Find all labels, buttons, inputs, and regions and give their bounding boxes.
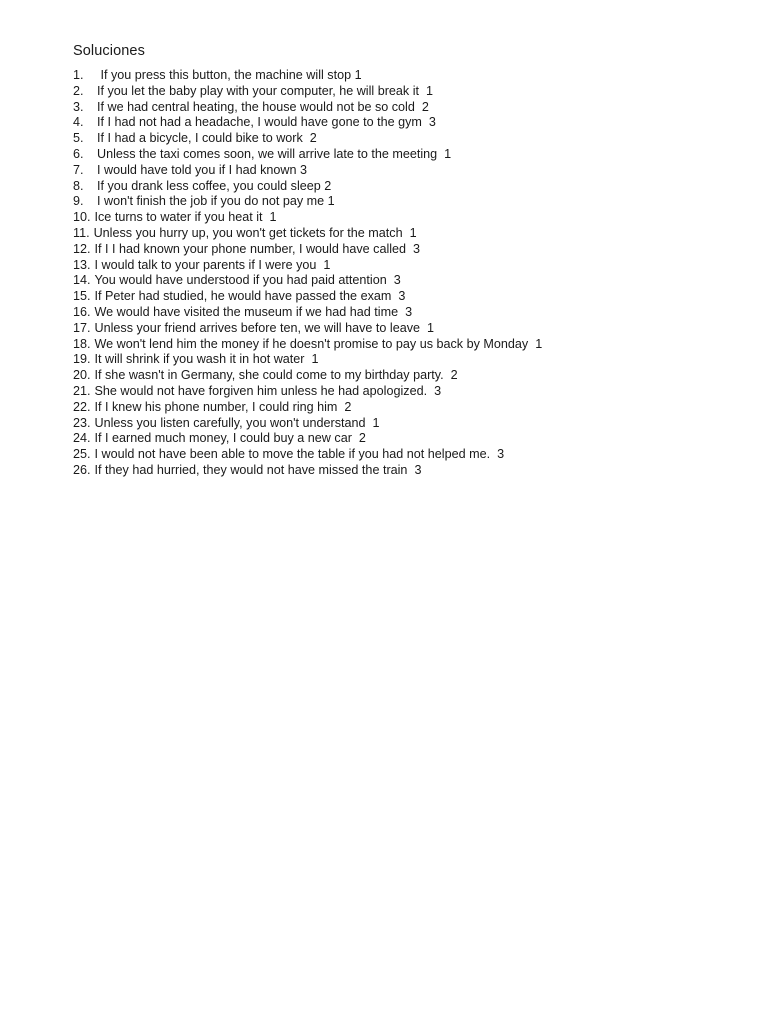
item-number: 8. bbox=[73, 178, 84, 193]
item-text: If I had not had a headache, I would have gone to the gym 3 bbox=[97, 115, 436, 130]
list-item bbox=[73, 273, 763, 289]
item-number: 10. bbox=[73, 210, 91, 225]
item-text: If she wasn't in Germany, she could come to my birthday party. 2 bbox=[94, 368, 458, 383]
item-number: 23. bbox=[73, 415, 91, 430]
item-text: If we had central heating, the house would not be so cold 2 bbox=[97, 99, 429, 114]
list-item bbox=[73, 210, 763, 226]
list-item bbox=[73, 100, 763, 116]
list-item bbox=[73, 368, 763, 384]
item-number: 26. bbox=[73, 462, 91, 477]
item-number: 24. bbox=[73, 431, 91, 446]
list-item bbox=[73, 194, 763, 210]
list-item bbox=[73, 447, 763, 463]
list-item bbox=[73, 258, 763, 274]
list-item bbox=[73, 84, 763, 100]
item-number: 7. bbox=[73, 162, 84, 177]
item-number: 19. bbox=[73, 352, 91, 367]
item-number: 3. bbox=[73, 99, 84, 114]
item-number: 9. bbox=[73, 194, 84, 209]
item-text: Ice turns to water if you heat it 1 bbox=[94, 210, 277, 225]
item-text: If you drank less coffee, you could sleep 2 bbox=[97, 178, 332, 193]
item-text: If I earned much money, I could buy a new car 2 bbox=[94, 431, 366, 446]
item-text: If I knew his phone number, I could ring him 2 bbox=[94, 399, 352, 414]
item-text: I would have told you if I had known 3 bbox=[97, 162, 308, 177]
list-item bbox=[73, 179, 763, 195]
list-item bbox=[73, 431, 763, 447]
list-item bbox=[73, 416, 763, 432]
item-text: It will shrink if you wash it in hot water 1 bbox=[94, 352, 319, 367]
item-number: 16. bbox=[73, 304, 91, 319]
item-number: 17. bbox=[73, 320, 91, 335]
list-item bbox=[73, 163, 763, 179]
page-title: Soluciones bbox=[73, 43, 145, 59]
item-number: 11. bbox=[73, 225, 90, 240]
item-text: If I had a bicycle, I could bike to work 2 bbox=[97, 131, 317, 146]
item-number: 20. bbox=[73, 368, 91, 383]
list-item bbox=[73, 242, 763, 258]
item-text: If you press this button, the machine will stop 1 bbox=[97, 68, 362, 82]
item-number: 12. bbox=[73, 241, 91, 256]
item-text: If they had hurried, they would not have missed the train 3 bbox=[94, 462, 422, 477]
item-text: We won't lend him the money if he doesn't promise to pay us back by Monday 1 bbox=[94, 336, 543, 351]
item-number: 14. bbox=[73, 273, 91, 288]
item-number: 25. bbox=[73, 447, 91, 462]
item-text: Unless your friend arrives before ten, we will have to leave 1 bbox=[94, 320, 435, 335]
list-item bbox=[73, 321, 763, 337]
item-text: Unless the taxi comes soon, we will arrive late to the meeting 1 bbox=[97, 146, 452, 161]
item-text: I won't finish the job if you do not pay me 1 bbox=[97, 194, 335, 209]
list-item bbox=[73, 352, 763, 368]
list-item bbox=[73, 226, 763, 242]
item-number: 4. bbox=[73, 115, 84, 130]
item-number: 15. bbox=[73, 289, 91, 304]
list-item bbox=[73, 337, 763, 353]
item-text: Unless you listen carefully, you won't understand 1 bbox=[94, 415, 380, 430]
list-item bbox=[73, 68, 763, 84]
item-number: 2. bbox=[73, 83, 84, 98]
solutions-list bbox=[73, 68, 763, 479]
item-text: You would have understood if you had paid attention 3 bbox=[94, 273, 401, 288]
item-text: If you let the baby play with your computer, he will break it 1 bbox=[97, 83, 434, 98]
list-item bbox=[73, 115, 763, 131]
item-number: 5. bbox=[73, 131, 84, 146]
list-item bbox=[73, 289, 763, 305]
list-item bbox=[73, 400, 763, 416]
list-item bbox=[73, 463, 763, 479]
item-text: If Peter had studied, he would have passed the exam 3 bbox=[94, 289, 406, 304]
item-number: 22. bbox=[73, 399, 91, 414]
item-text: I would talk to your parents if I were you 1 bbox=[94, 257, 331, 272]
item-text: Unless you hurry up, you won't get tickets for the match 1 bbox=[93, 225, 417, 240]
item-number: 18. bbox=[73, 336, 91, 351]
item-number: 13. bbox=[73, 257, 91, 272]
item-number: 21. bbox=[73, 383, 91, 398]
item-text: If I I had known your phone number, I would have called 3 bbox=[94, 241, 421, 256]
item-number: 1. bbox=[73, 68, 84, 82]
list-item bbox=[73, 305, 763, 321]
list-item bbox=[73, 147, 763, 163]
list-item bbox=[73, 384, 763, 400]
item-text: She would not have forgiven him unless he had apologized. 3 bbox=[94, 383, 442, 398]
item-number: 6. bbox=[73, 146, 84, 161]
item-text: I would not have been able to move the table if you had not helped me. 3 bbox=[94, 447, 505, 462]
item-text: We would have visited the museum if we had had time 3 bbox=[94, 304, 413, 319]
list-item bbox=[73, 131, 763, 147]
